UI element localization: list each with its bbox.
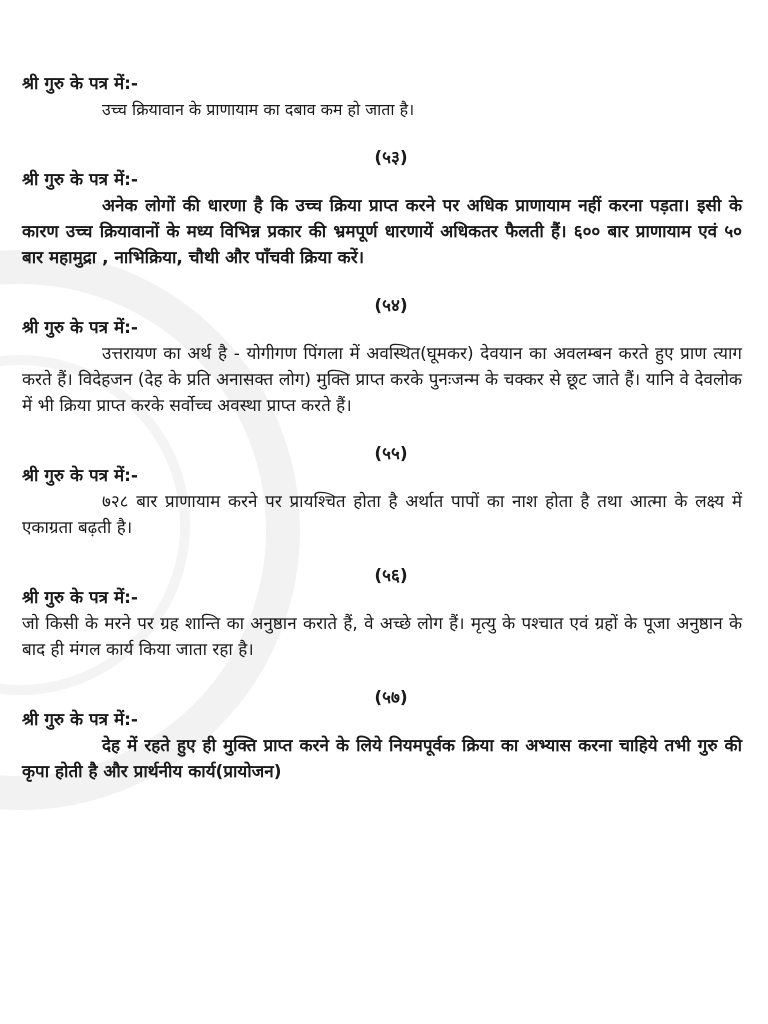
section-heading: श्री गुरु के पत्र में:- [22,170,138,190]
section-number: (५७) [374,688,408,708]
section-text: ७२८ बार प्राणायाम करने पर प्रायश्चित होता है अर्थात पापों का नाश होता है तथा आत्मा के लक्ष्य में एकाग्रता बढ़ती है। [22,492,742,538]
section-heading: श्री गुरु के पत्र में:- [22,588,138,608]
section-number: (५३) [374,148,408,168]
section-text: अनेक लोगों की धारणा है कि उच्च क्रिया प्राप्त करने पर अधिक प्राणायाम नहीं करना पड़ता। इसी के कारण उच्च क्रियावानों के मध्य विभिन्न प्रकार की भ्रमपूर्ण धारणायें अधिकतर फैलती हैं। ६०० बार प्राणायाम एवं ५० बार महामुद्रा , नाभिक्रिया, चौथी और पाँचवी क्रिया करें। [22,196,742,268]
section-text: देह में रहते हुए ही मुक्ति प्राप्त करने के लिये नियमपूर्वक क्रिया का अभ्यास करना चाहिये तभी गुरु की कृपा होती है और प्रार्थनीय कार्य(प्रायोजन) [22,736,742,782]
section-text: उच्च क्रियावान के प्राणायाम का दबाव कम हो जाता है। [102,100,415,119]
section-55 [22,441,742,541]
section-number: (५४) [374,296,408,316]
section-heading: श्री गुरु के पत्र में:- [22,74,138,94]
section-number: (५६) [374,566,408,586]
section-56 [22,563,742,663]
section-heading: श्री गुरु के पत्र में:- [22,710,138,730]
section-heading: श्री गुरु के पत्र में:- [22,466,138,486]
section-heading: श्री गुरु के पत्र में:- [22,318,138,338]
section-text: उत्तरायण का अर्थ है - योगीगण पिंगला में अवस्थित(घूमकर) देवयान का अवलम्बन करते हुए प्राण त्याग करते हैं। विदेहजन (देह के प्रति अनासक्त लोग) मुक्ति प्राप्त करके पुनःजन्म के चक्कर से छूट जाते हैं। यानि वे देवलोक में भी क्रिया प्राप्त करके सर्वोच्च अवस्था प्राप्त करते हैं। [22,344,742,416]
section-54 [22,293,742,419]
section-number: (५५) [374,444,408,464]
section-text: जो किसी के मरने पर ग्रह शान्ति का अनुष्ठान कराते हैं, वे अच्छे लोग हैं। मृत्यु के पश्चात एवं ग्रहों के पूजा अनुष्ठान के बाद ही मंगल कार्य किया जाता रहा है। [22,614,742,660]
section-57 [22,685,742,785]
section-53 [22,145,742,271]
document-page [22,72,742,785]
section-intro [22,72,742,123]
